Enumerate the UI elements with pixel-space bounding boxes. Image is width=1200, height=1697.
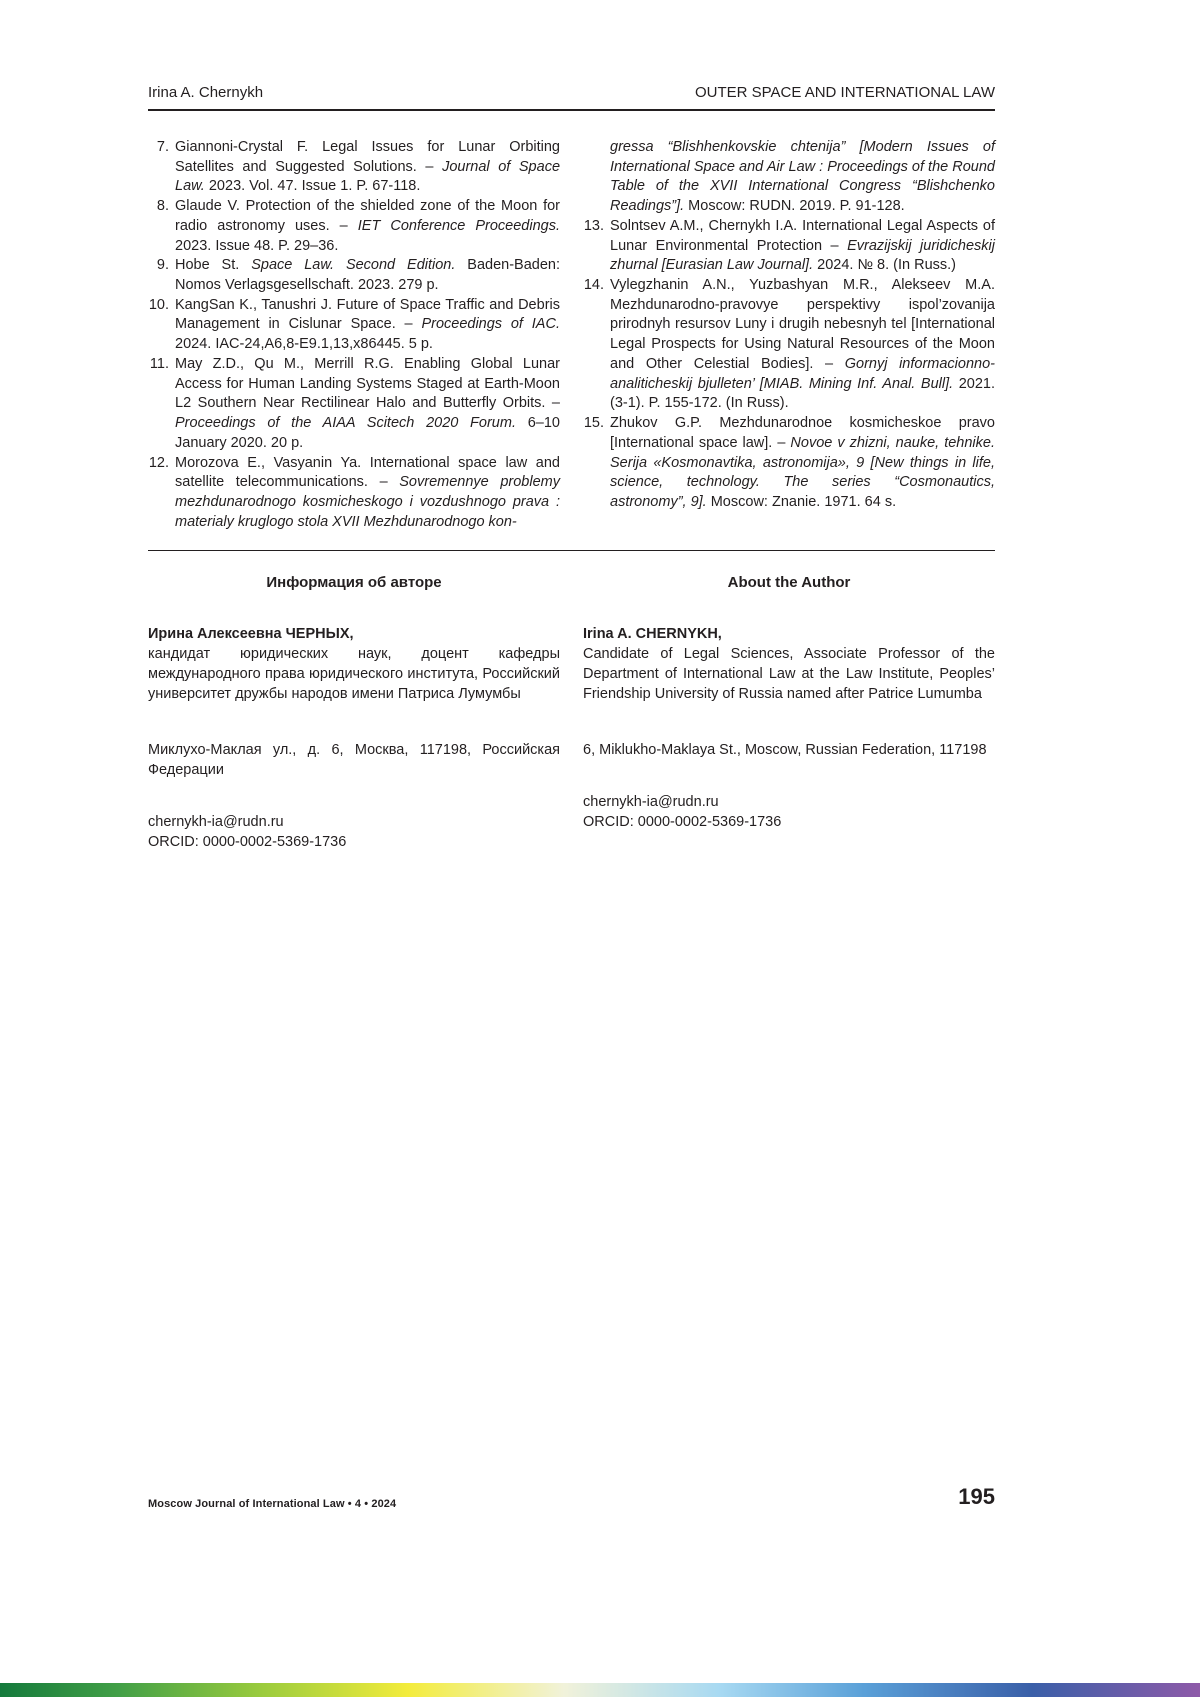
author-contact-en — [583, 792, 995, 832]
references-column-left — [148, 138, 560, 532]
reference-item — [583, 414, 995, 513]
reference-number: 15. — [583, 415, 604, 432]
reference-number: 12. — [148, 454, 169, 471]
reference-item — [148, 296, 560, 355]
reference-number: 11. — [149, 355, 169, 372]
references-section — [148, 138, 995, 532]
author-info-heading-en: About the Author — [727, 574, 851, 592]
reference-number: 10. — [148, 296, 169, 313]
reference-text: Vylegzhanin A.N., Yuzbashyan M.R., Alekseev M.A. Mezhdunarodno-pravovye perspektivy ispol’zovanija prirodnyh resursov Luny i drugih nebesnyh tel [International Legal Prospects for Using Natural Resources of the Moon and Other Celestial Bodies]. – Gornyj informacionno-analiticheskij bjulleten’ [MIAB. Mining Inf. Anal. Bull]. 2021. (3-1). P. 155-172. (In Russ). — [610, 277, 995, 412]
running-head — [148, 84, 995, 102]
reference-text: May Z.D., Qu M., Merrill R.G. Enabling Global Lunar Access for Human Landing Systems Staged at Earth-Moon L2 Southern Near Rectilinear Halo and Butterfly Orbits. – Proceedings of the AIAA Scitech 2020 Forum. 6–10 January 2020. 20 p. — [175, 355, 560, 451]
author-email-en: chernykh-ia@rudn.ru — [583, 794, 719, 811]
page-content — [148, 0, 995, 852]
reference-number: 14. — [583, 277, 604, 294]
author-info-en — [583, 573, 995, 852]
reference-item — [148, 138, 560, 197]
reference-item — [148, 197, 560, 256]
journal-footer-line: Moscow Journal of International Law • 4 • 2024 — [148, 1498, 397, 1510]
section-divider — [148, 550, 995, 551]
running-head-section: OUTER SPACE AND INTERNATIONAL LAW — [694, 84, 995, 101]
author-info-ru — [148, 573, 560, 852]
reference-text: Giannoni-Crystal F. Legal Issues for Lunar Orbiting Satellites and Suggested Solutions. – Journal of Space Law. 2023. Vol. 47. Issue 1. P. 67-118. — [175, 139, 561, 195]
author-orcid-ru: ORCID: 0000-0002-5369-1736 — [148, 834, 347, 851]
author-bio-en — [583, 624, 995, 704]
reference-item — [148, 355, 560, 454]
page-footer — [148, 1484, 995, 1510]
reference-item — [583, 138, 995, 217]
author-name-en: Irina A. CHERNYKH, — [583, 626, 722, 643]
reference-item — [148, 256, 560, 295]
page-number: 195 — [958, 1484, 995, 1509]
author-email-ru: chernykh-ia@rudn.ru — [148, 814, 284, 831]
decorative-color-bar — [0, 1683, 1200, 1697]
author-bio-ru — [148, 624, 560, 704]
reference-text: gressa “Blishhenkovskie chtenija” [Modern Issues of International Space and Air Law : Proceedings of the Round Table of the XVII International Congress “Blishchenko Readings”]. Moscow: RUDN. 2019. P. 91-128. — [610, 139, 995, 215]
author-orcid-en: ORCID: 0000-0002-5369-1736 — [583, 814, 782, 831]
author-info-heading-ru: Информация об авторе — [266, 574, 442, 592]
reference-number: 9. — [156, 257, 169, 274]
author-bio-text-en: Candidate of Legal Sciences, Associate Professor of the Department of International Law at the Law Institute, Peoples’ Friendship University of Russia named after Patrice Lumumba — [583, 646, 995, 703]
reference-text: KangSan K., Tanushri J. Future of Space Traffic and Debris Management in Cislunar Space. – Proceedings of IAC. 2024. IAC-24,A6,8-E9.1,13,x86445. 5 p. — [175, 296, 560, 353]
reference-text: Zhukov G.P. Mezhdunarodnoe kosmicheskoe pravo [International space law]. – Novoe v zhizni, nauke, tehnike. Serija «Kosmonavtika, astronomija», 9 [New things in life, science, technology. The series “Cosmonautics, astronomy”, 9]. Moscow: Znanie. 1971. 64 s. — [610, 415, 995, 510]
author-name-ru: Ирина Алексеевна ЧЕРНЫХ, — [148, 626, 354, 643]
author-address-en: 6, Miklukho-Maklaya St., Moscow, Russian Federation, 117198 — [583, 742, 987, 759]
reference-text: Morozova E., Vasyanin Ya. International space law and satellite telecommunications. – Sovremennye problemy mezhdunarodnogo kosmicheskogo i vozdushnogo prava : materialy kruglogo stola XVII Mezhdunarodnogo kon- — [175, 454, 560, 530]
author-address-ru: Миклухо-Маклая ул., д. 6, Москва, 117198, Российская Федерации — [148, 742, 560, 779]
reference-number: 7. — [156, 139, 169, 155]
reference-text: Glaude V. Protection of the shielded zone of the Moon for radio astronomy uses. – IET Conference Proceedings. 2023. Issue 48. P. 29–36. — [175, 198, 560, 254]
reference-text: Hobe St. Space Law. Second Edition. Baden-Baden: Nomos Verlagsgesellschaft. 2023. 279 p. — [175, 257, 561, 294]
author-contact-ru — [148, 812, 560, 852]
reference-number — [583, 138, 610, 217]
reference-item — [148, 454, 560, 533]
reference-item — [583, 276, 995, 414]
running-head-author: Irina A. Chernykh — [148, 84, 264, 101]
references-column-right — [583, 138, 995, 532]
reference-number: 13. — [583, 217, 604, 234]
reference-text: Solntsev A.M., Chernykh I.A. International Legal Aspects of Lunar Environmental Protection – Evrazijskij juridicheskij zhurnal [Eurasian Law Journal]. 2024. № 8. (In Russ.) — [610, 217, 995, 274]
author-bio-text-ru: кандидат юридических наук, доцент кафедры международного права юридического института, Российский университет дружбы народов имени Патриса Лумумбы — [148, 646, 560, 703]
reference-number: 8. — [156, 198, 169, 215]
reference-item — [583, 217, 995, 276]
author-info-section — [148, 573, 995, 852]
header-rule — [148, 109, 995, 111]
